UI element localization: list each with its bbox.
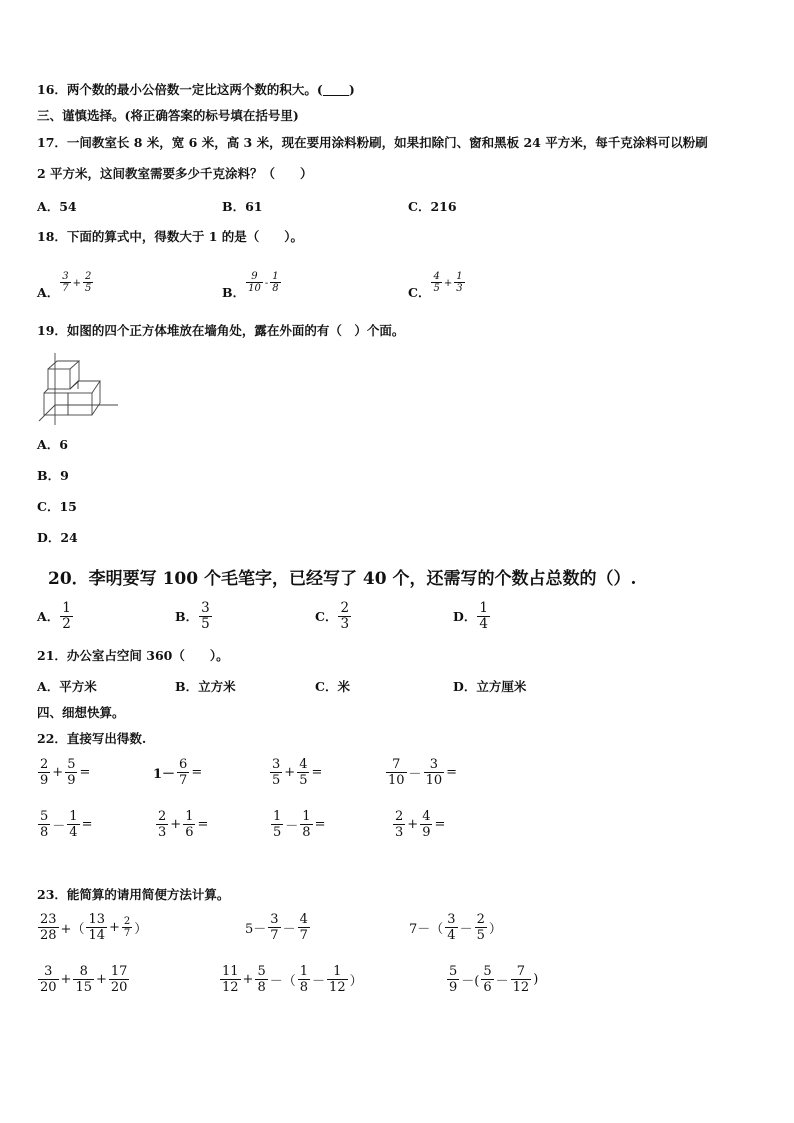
fraction: $\frac{3}{4}$ — [447, 912, 456, 943]
q18-option-a[interactable]: A． $\frac{3}{7}$ + $\frac{2}{5}$ — [37, 270, 92, 300]
fraction: $\frac{7}{12}$ — [512, 964, 530, 995]
q20-option-b[interactable]: B． $\frac{3}{5}$ — [175, 600, 210, 632]
q23-expr-6[interactable]: $\frac{5}{9}$ －( $\frac{5}{6}$ － $\frac{7}{12}$ ) — [449, 964, 539, 995]
fraction: $\frac{2}{5}$ — [84, 270, 92, 294]
fraction: $\frac{2}{7}$ — [123, 916, 131, 939]
q23-expr-2[interactable]: 5－ $\frac{3}{7}$ － $\frac{4}{7}$ — [245, 912, 308, 943]
fraction: $\frac{3}{10}$ — [425, 757, 443, 788]
q22-expr-4[interactable]: $\frac{7}{10}$ － $\frac{3}{10}$ = — [388, 757, 458, 788]
question-18: 18．下面的算式中，得数大于 1 的是（ ）。 — [37, 229, 304, 244]
q22-expr-2[interactable]: 1－ $\frac{6}{7}$ = — [153, 757, 203, 788]
fraction: $\frac{2}{5}$ — [476, 912, 485, 943]
question-21: 21．办公室占空间 360（ ）。 — [37, 648, 229, 663]
fraction: $\frac{1}{6}$ — [185, 809, 194, 840]
fraction: $\frac{2}{9}$ — [40, 757, 49, 788]
q20-option-d[interactable]: D． $\frac{1}{4}$ — [453, 600, 488, 632]
fraction: $\frac{1}{12}$ — [329, 964, 346, 995]
section-4-heading: 四、细想快算。 — [37, 705, 125, 720]
fraction: $\frac{3}{7}$ — [62, 270, 69, 294]
fraction: $\frac{7}{10}$ — [388, 757, 405, 788]
fraction: $\frac{4}{9}$ — [422, 809, 431, 840]
q17-option-c[interactable]: C．216 — [408, 199, 457, 214]
answer-blank[interactable] — [323, 83, 349, 96]
q17-option-a[interactable]: A．54 — [37, 199, 77, 214]
question-19: 19．如图的四个正方体堆放在墙角处，露在外面的有（ ）个面。 — [37, 323, 405, 338]
fraction: $\frac{1}{8}$ — [299, 964, 309, 995]
q21-option-a[interactable]: A．平方米 — [37, 679, 97, 694]
fraction: $\frac{1}{2}$ — [62, 600, 71, 632]
fraction: $\frac{23}{28}$ — [40, 912, 57, 943]
stacked-cubes-figure — [36, 351, 120, 425]
q23-expr-4[interactable]: $\frac{3}{20}$ + $\frac{8}{15}$ + $\frac{17}{20}$ — [40, 964, 128, 995]
fraction: $\frac{2}{3}$ — [395, 809, 404, 840]
fraction: $\frac{1}{3}$ — [456, 270, 463, 294]
q23-expr-1[interactable]: $\frac{23}{28}$ +（ $\frac{13}{14}$ + $\frac{2}{7}$ ） — [40, 912, 148, 943]
q22-expr-8[interactable]: $\frac{2}{3}$ + $\frac{4}{9}$ = — [395, 809, 446, 840]
fraction: $\frac{4}{7}$ — [299, 912, 308, 943]
fraction: $\frac{1}{8}$ — [272, 270, 279, 294]
question-16: 16．两个数的最小公倍数一定比这两个数的积大。( ) — [37, 82, 355, 97]
q18-option-b[interactable]: B． $\frac{9}{10}$ - $\frac{1}{8}$ — [222, 270, 279, 300]
question-20: 20．李明要写 100 个毛笔字，已经写了 40 个，还需写的个数占总数的（）. — [48, 569, 637, 589]
question-17-line2: 2 平方米，这间教室需要多少千克涂料？（ ） — [37, 166, 313, 181]
fraction: $\frac{3}{7}$ — [270, 912, 279, 943]
fraction: $\frac{9}{10}$ — [248, 270, 261, 294]
fraction: $\frac{2}{3}$ — [340, 600, 350, 632]
q21-option-d[interactable]: D．立方厘米 — [453, 679, 527, 694]
q22-expr-5[interactable]: $\frac{5}{8}$ － $\frac{1}{4}$ = — [40, 809, 93, 840]
q22-expr-7[interactable]: $\frac{1}{5}$ － $\frac{1}{8}$ = — [273, 809, 326, 840]
fraction: $\frac{4}{5}$ — [299, 757, 308, 788]
fraction: $\frac{5}{8}$ — [257, 964, 266, 995]
q20-option-a[interactable]: A． $\frac{1}{2}$ — [37, 600, 71, 632]
q22-expr-3[interactable]: $\frac{3}{5}$ + $\frac{4}{5}$ = — [272, 757, 323, 788]
fraction: $\frac{3}{20}$ — [40, 964, 57, 995]
fraction: $\frac{5}{6}$ — [483, 964, 492, 995]
fraction: $\frac{3}{5}$ — [201, 600, 210, 632]
q21-option-c[interactable]: C．米 — [315, 679, 350, 694]
fraction: $\frac{8}{15}$ — [75, 964, 92, 995]
q22-expr-1[interactable]: $\frac{2}{9}$ + $\frac{5}{9}$ = — [40, 757, 91, 788]
fraction: $\frac{5}{9}$ — [67, 757, 76, 788]
q20-option-c[interactable]: C． $\frac{2}{3}$ — [315, 600, 350, 632]
q17-option-b[interactable]: B．61 — [222, 199, 263, 214]
fraction: $\frac{11}{12}$ — [222, 964, 239, 995]
fraction: $\frac{5}{8}$ — [40, 809, 49, 840]
q19-option-a[interactable]: A．6 — [37, 437, 68, 452]
q23-expr-3[interactable]: 7－（ $\frac{3}{4}$ － $\frac{2}{5}$ ） — [409, 912, 502, 943]
fraction: $\frac{13}{14}$ — [88, 912, 105, 943]
fraction: $\frac{5}{9}$ — [449, 964, 458, 995]
q23-expr-5[interactable]: $\frac{11}{12}$ + $\frac{5}{8}$ －（ $\frac{1}{8}$ － $\frac{1}{12}$ ） — [222, 964, 363, 995]
q22-expr-6[interactable]: $\frac{2}{3}$ + $\frac{1}{6}$ = — [158, 809, 209, 840]
fraction: $\frac{1}{5}$ — [273, 809, 282, 840]
fraction: $\frac{2}{3}$ — [158, 809, 167, 840]
fraction: $\frac{17}{20}$ — [110, 964, 128, 995]
question-23: 23．能简算的请用简便方法计算。 — [37, 887, 230, 902]
fraction: $\frac{6}{7}$ — [179, 757, 188, 788]
fraction: $\frac{1}{4}$ — [69, 809, 78, 840]
fraction: $\frac{3}{5}$ — [272, 757, 281, 788]
fraction: $\frac{4}{5}$ — [433, 270, 440, 294]
fraction: $\frac{1}{8}$ — [302, 809, 311, 840]
q21-option-b[interactable]: B．立方米 — [175, 679, 236, 694]
q18-option-c[interactable]: C． $\frac{4}{5}$ + $\frac{1}{3}$ — [408, 270, 463, 300]
q19-option-c[interactable]: C．15 — [37, 499, 77, 514]
q19-option-d[interactable]: D．24 — [37, 530, 78, 545]
section-3-heading: 三、谨慎选择。(将正确答案的标号填在括号里) — [37, 108, 299, 123]
question-17-line1: 17．一间教室长 8 米，宽 6 米，高 3 米，现在要用涂料粉刷，如果扣除门、窗和黑板 24 平方米，每千克涂料可以粉刷 — [37, 135, 708, 150]
question-22: 22．直接写出得数. — [37, 731, 147, 746]
fraction: $\frac{1}{4}$ — [479, 600, 488, 632]
q19-option-b[interactable]: B．9 — [37, 468, 69, 483]
